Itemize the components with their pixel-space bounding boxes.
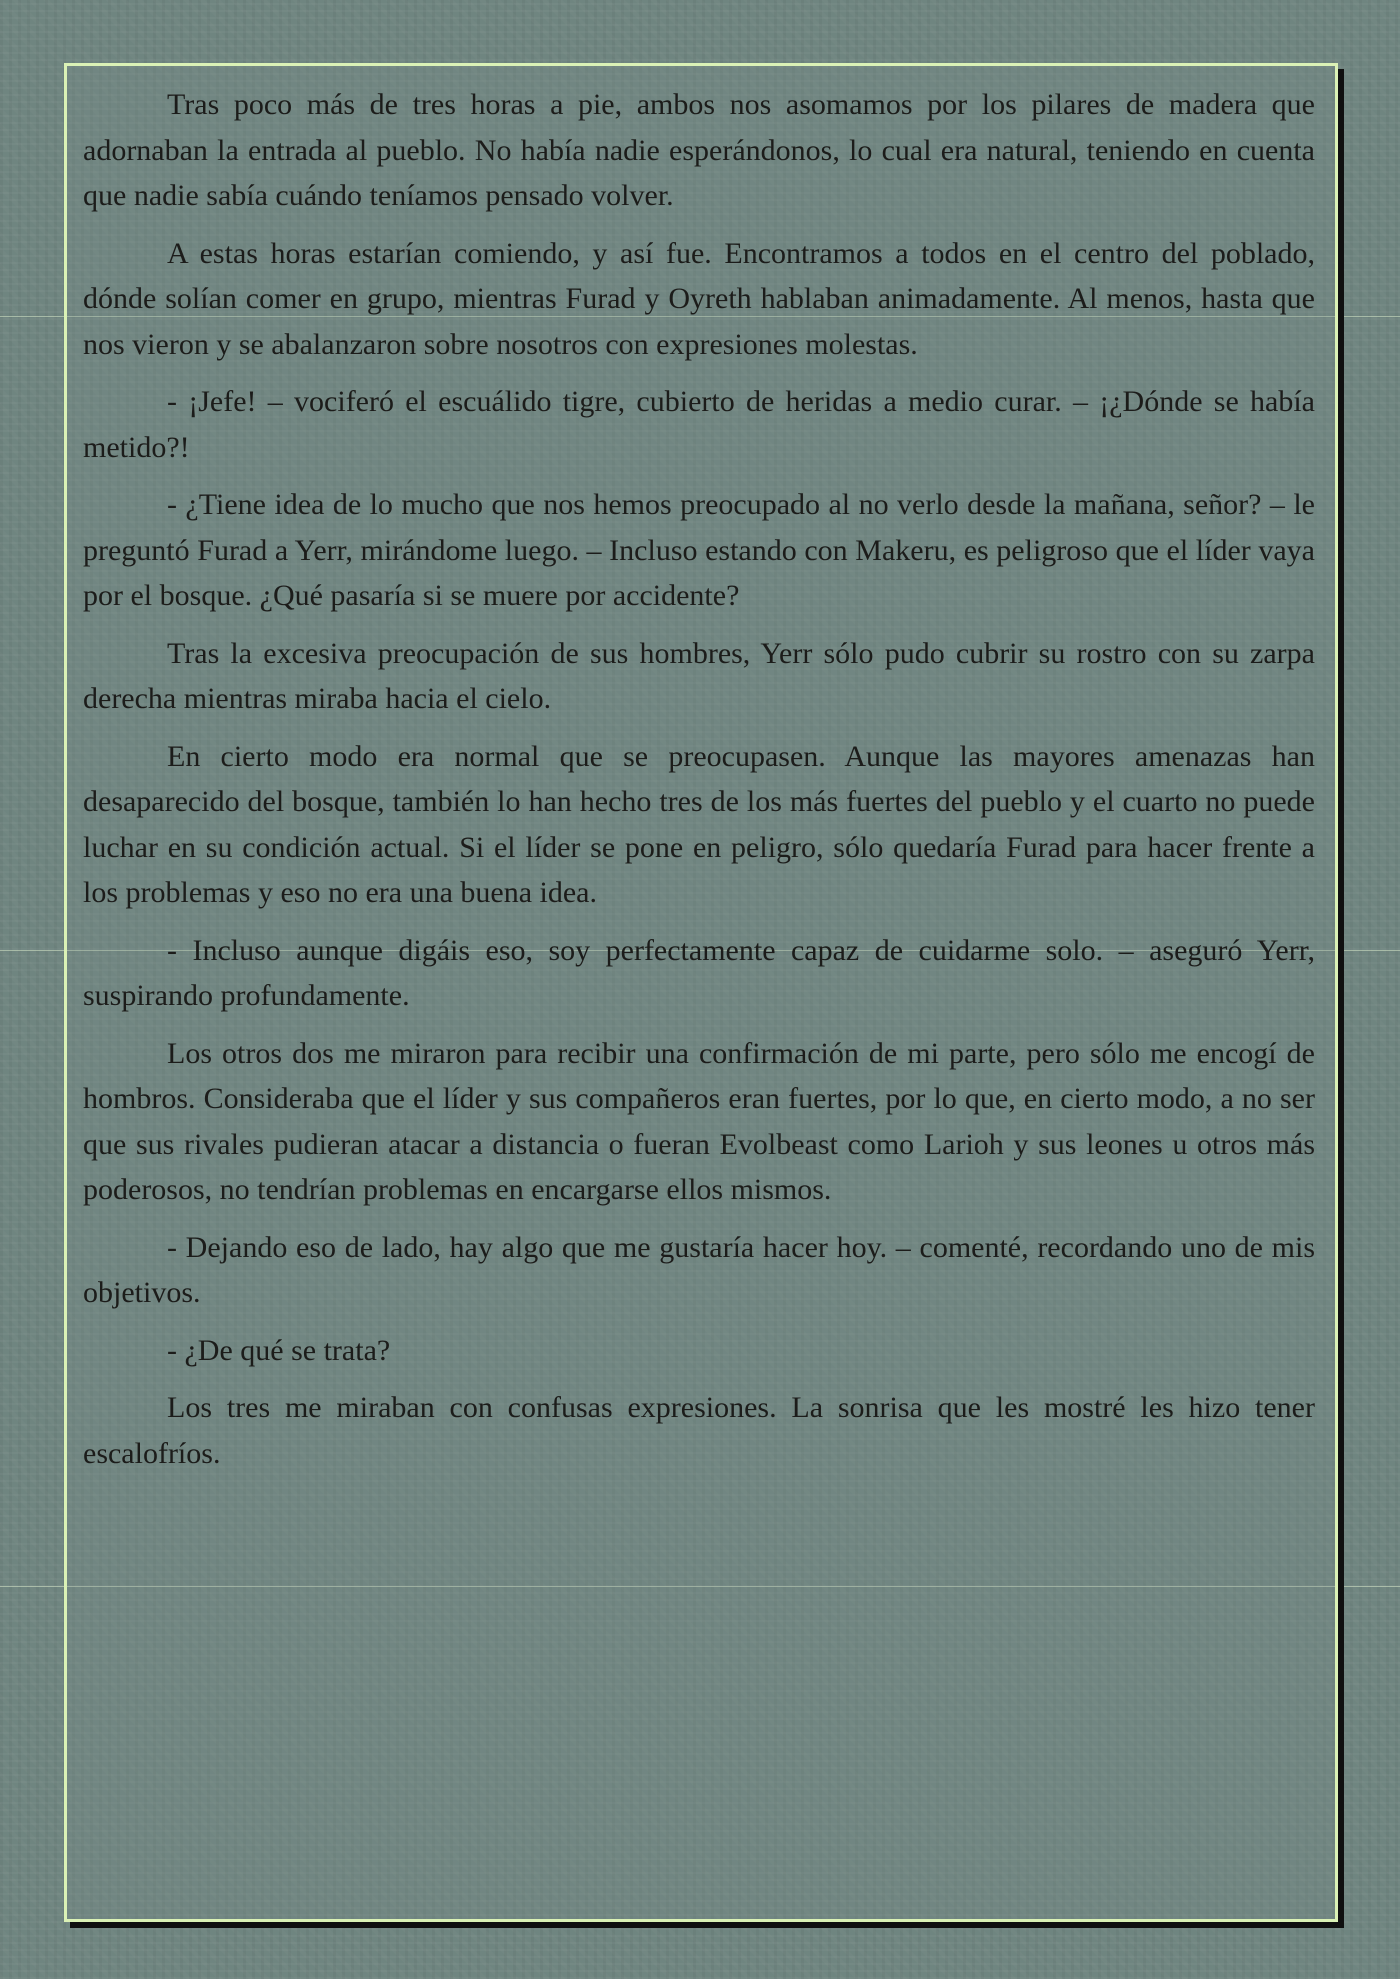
paragraph-6: En cierto modo era normal que se preocupasen. Aunque las mayores amenazas han desaparecido del bosque, también lo han hecho tres de los más fuertes del pueblo y el cuarto no puede luchar en su condición actual. Si el líder se pone en peligro, sólo quedaría Furad para hacer frente a los problemas y eso no era una buena idea. <box>83 739 1315 909</box>
paragraph-1: Tras poco más de tres horas a pie, ambos nos asomamos por los pilares de madera que adornaban la entrada al pueblo. No había nadie esperándonos, lo cual era natural, teniendo en cuenta que nadie sabía cuándo teníamos pensado volver. <box>83 88 1315 212</box>
paragraph-5: Tras la excesiva preocupación de sus hombres, Yerr sólo pudo cubrir su rostro con su zarpa derecha mientras miraba hacia el cielo. <box>83 636 1315 715</box>
paragraph-7: - Incluso aunque digáis eso, soy perfectamente capaz de cuidarme solo. – aseguró Yerr, suspirando profundamente. <box>83 933 1315 1012</box>
paragraph-2: A estas horas estarían comiendo, y así fue. Encontramos a todos en el centro del poblado, dónde solían comer en grupo, mientras Furad y Oyreth hablaban animadamente. Al menos, hasta que nos vieron y se abalanzaron sobre nosotros con expresiones molestas. <box>83 236 1315 361</box>
paragraph-3: - ¡Jefe! – vociferó el escuálido tigre, cubierto de heridas a medio curar. – ¡¿Dónde se había metido?! <box>83 385 1315 464</box>
paragraph-4: - ¿Tiene idea de lo mucho que nos hemos preocupado al no verlo desde la mañana, señor? – le preguntó Furad a Yerr, mirándome luego. – Incluso estando con Makeru, es peligroso que el líder vaya por el bosque. ¿Qué pasaría si se muere por accidente? <box>83 488 1315 612</box>
document-body <box>83 82 1315 1488</box>
paragraph-11: Los tres me miraban con confusas expresiones. La sonrisa que les mostré les hizo tener escalofríos. <box>83 1391 1315 1470</box>
paragraph-9: - Dejando eso de lado, hay algo que me gustaría hacer hoy. – comenté, recordando uno de mis objetivos. <box>83 1230 1315 1309</box>
paragraph-8: Los otros dos me miraron para recibir una confirmación de mi parte, pero sólo me encogí de hombros. Consideraba que el líder y sus compañeros eran fuertes, por lo que, en cierto modo, a no ser que sus rivales pudieran atacar a distancia o fueran Evolbeast como Larioh y sus leones u otros más poderosos, no tendrían problemas en encargarse ellos mismos. <box>83 1036 1315 1206</box>
paragraph-10: - ¿De qué se trata? <box>167 1333 391 1367</box>
